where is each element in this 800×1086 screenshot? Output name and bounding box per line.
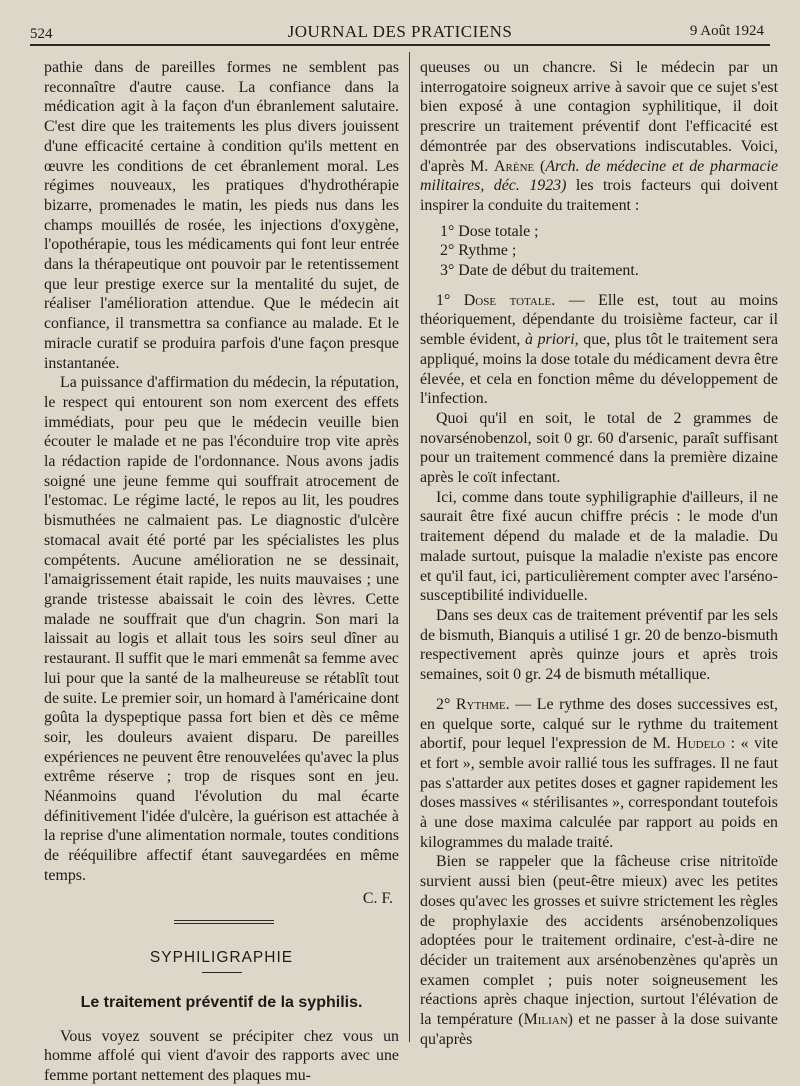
list-item: 2° Rythme ; [440, 242, 517, 260]
text-run: à priori, [525, 331, 579, 349]
list-item: 3° Date de début du traitement. [440, 262, 639, 280]
text-run: Bien se rappeler que la fâcheuse crise nitritoïde survient aussi bien (peut-être mieux) avec les petites doses qu'avec les grosses et suivre strictement les règles de prophylaxie des accidents arsénobenzoliques adoptées pour le traitement ordinaire, c'est-à-dire ne décider un traitement aux arsénobenzènes qu'après un examen complet ; puis noter soigneusement les réactions après chaque injection, surtout l'élévation de la température ( [420, 853, 778, 1029]
paragraph [420, 695, 778, 853]
page-number: 524 [30, 26, 53, 42]
paragraph: Ici, comme dans toute syphiligraphie d'ailleurs, il ne saurait être fixé aucun chiffre précis : le mode d'un traitement dépend du malade et de la maladie. Du malade surtout, puisque la maladie n'existe pas encore et qu'il faut, ici, particulièrement compter avec l'arséno-susceptibilité individuelle. [420, 488, 778, 605]
paragraph [420, 58, 778, 216]
paragraph: La puissance d'affirmation du médecin, la réputation, le respect qui entourent son nom exercent des effets immédiats, pour peu que le médecin veuille bien écouter le malade et ne pas l'éconduire trop vite après la rédaction rapide de l'ordonnance. Nous avons jadis soigné une jeune femme qui souffrait atrocement de l'estomac. Le régime lacté, le repos au lit, les poudres bismuthées ne calmaient pas. Le diagnostic d'ulcère stomacal avait été porté par les spécialistes les plus compétents. Aucune amélioration ne se dessinait, l'amaigrissement était rapide, les nuits mauvaises ; une grande tristesse abaissait le coin des lèvres. Cette malade ne souffrait que d'un chagrin. Son mari la laissait au logis et allait tous les soirs seul dîner au restaurant. Il suffit que le mari emmenât sa femme avec lui pour que la santé de la malheureuse se rétablît tout de suite. Le premier soir, un homard à l'américaine dont goûta la dyspeptique passa fort bien et dès ce même soir, les douleurs avaient disparu. De pareilles expériences ne peuvent être renouvelées qu'avec la plus extrême réserve ; trop de risques sont en jeu. Néanmoins quand l'évolution du mal écarte définitivement l'idée d'ulcère, la guérison est attachée à la reprise d'une alimentation normale, toutes conditions de rééquilibre affectif étant sauvegardées en même temps. [44, 374, 399, 884]
article-title: Le traitement préventif de la syphilis. [80, 993, 363, 1011]
author-signature: C. F. [362, 889, 393, 907]
section-title: SYPHILIGRAPHIE [149, 949, 294, 967]
text-run: queuses ou un chancre. Si le médecin par un interrogatoire soigneux arrive à savoir que ce sujet s'est bien exposé à une contagion syphilitique, il doit prescrire un traitement préventif dont l'efficacité est démontrée par des observations indiscutables. Voici, d'après M. [420, 59, 778, 175]
text-run: ( [534, 157, 546, 175]
ornament-rule [44, 916, 399, 942]
paragraph: Vous voyez souvent se précipiter chez vous un homme affolé qui vient d'avoir des rapports avec une femme portant nettement des plaques mu- [44, 1027, 399, 1085]
paragraph [420, 291, 778, 409]
text-run: les trois facteurs qui doivent inspirer la conduite du traitement : [420, 177, 778, 214]
text-run: que, plus tôt le traitement sera appliqué, moins la dose totale du médicament devra être élevée, et cela en fonction même du développement de l'infection. [420, 331, 779, 408]
subsection-heading: 2° Rythme. [436, 695, 510, 713]
text-run: — Elle est, tout au moins théoriquement, dépendante du troisième facteur, car il semble évident, [420, 291, 778, 349]
author-name: Milian [523, 1011, 568, 1029]
author-name: Hudelo [676, 735, 725, 753]
paragraph: pathie dans de pareilles formes ne semblent pas reconnaître d'autre cause. La confiance dans la médication agit à la façon d'un ébranlement salutaire. C'est dire que les traitements les plus divers jouissent d'une efficacité certaine à condition qu'ils mettent en œuvre les conditions de cet ébranlement moral. Les régimes nouveaux, les pratiques d'hydrothérapie bizarre, promenades le matin, les pieds nus dans les champs mouillés de rosée, les injections d'oxygène, l'opothérapie, tous les médicaments qui font leur entrée dans la thérapeutique ont pouvoir par le retentissement que leur prestige exerce sur la mentalité du sujet, de réaliser l'amélioration attendue. Que le médecin ait confiance, il transmettra sa confiance au malade. Et le miracle curatif se produira parfois d'une façon presque instantanée. [44, 59, 399, 372]
paragraph [420, 852, 778, 1049]
factor-list [440, 222, 778, 281]
text-run: : « vite et fort », semble avoir rallié tous les suffrages. Il ne faut pas s'attarder aux petites doses et gagner rapidement les doses massives « stérilisantes », correspondant toutefois à une dose maxima calculée par rapport au poids en kilogrammes du malade traité. [420, 735, 778, 851]
section-rule [202, 972, 242, 973]
header-rule [30, 44, 770, 46]
journal-title: JOURNAL DES PRATICIENS [287, 22, 513, 41]
text-run: ) et ne passer à la dose suivante qu'après [420, 1011, 778, 1048]
citation-date: déc. 1923) [484, 177, 567, 195]
paragraph: Quoi qu'il en soit, le total de 2 grammes de novarsénobenzol, soit 0 gr. 60 d'arsenic, paraît suffisant pour un traitement commencé dans la première dizaine après le coït infectant. [420, 409, 778, 487]
subsection-heading: 1° Dose totale. [436, 291, 556, 309]
list-item: 1° Dose totale ; [440, 222, 539, 240]
right-column [420, 58, 778, 1049]
left-column [44, 58, 399, 1086]
issue-date: 9 Août 1924 [689, 23, 764, 39]
author-name: Arène [494, 157, 535, 175]
column-divider [409, 52, 410, 1042]
paragraph: Dans ses deux cas de traitement préventif par les sels de bismuth, Bianquis a utilisé 1 gr. 20 de benzo-bismuth respectivement après quinze jours et après trois semaines, soit 0 gr. 24 de bismuth métallique. [420, 606, 778, 684]
citation-source: Arch. de médecine et de pharmacie militaires, [420, 157, 778, 195]
text-run: — Le rythme des doses successives est, en quelque sorte, calqué sur le rythme du traitement abortif, pour lequel l'expression de M. [420, 695, 779, 753]
page-header [0, 0, 800, 46]
